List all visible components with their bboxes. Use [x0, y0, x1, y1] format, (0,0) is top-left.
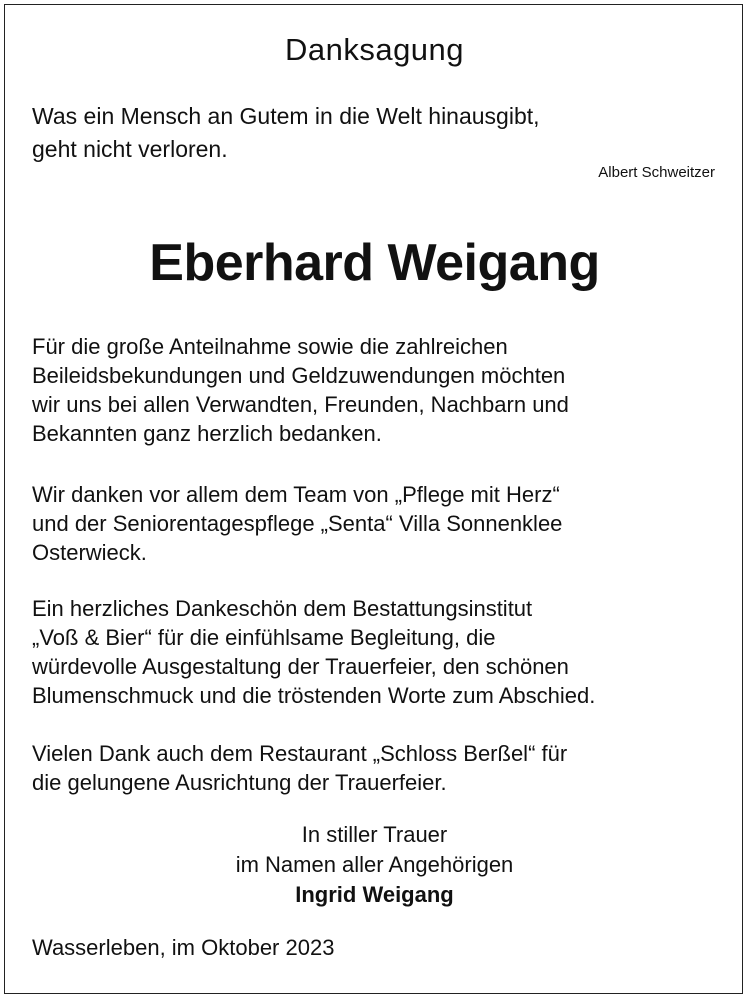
paragraph-line: Für die große Anteilnahme sowie die zahlreichen [32, 334, 508, 359]
paragraph-line: „Voß & Bier“ für die einfühlsame Begleitung, die [32, 625, 496, 650]
paragraph-line: wir uns bei allen Verwandten, Freunden, Nachbarn und [32, 392, 569, 417]
care-thanks-paragraph [32, 480, 722, 567]
place-date: Wasserleben, im Oktober 2023 [32, 935, 335, 960]
paragraph-line: Vielen Dank auch dem Restaurant „Schloss Berßel“ für [32, 741, 568, 766]
quote-line: Was ein Mensch an Gutem in die Welt hinausgibt, [32, 103, 540, 129]
paragraph-line: Beileidsbekundungen und Geldzuwendungen möchten [32, 363, 566, 388]
quote-author: Albert Schweitzer [598, 164, 715, 181]
epigraph-quote [32, 100, 722, 166]
closing-line: im Namen aller Angehörigen [235, 852, 514, 877]
signer-name: Ingrid Weigang [295, 882, 454, 907]
funeral-home-thanks-paragraph [32, 594, 722, 710]
paragraph-line: Osterwieck. [32, 540, 147, 565]
notice-heading: Danksagung [284, 32, 465, 67]
paragraph-line: Ein herzliches Dankeschön dem Bestattungsinstitut [32, 596, 533, 621]
thanks-paragraph [32, 332, 722, 448]
closing-line: In stiller Trauer [301, 822, 448, 847]
closing-block [0, 820, 749, 910]
deceased-name: Eberhard Weigang [149, 234, 600, 292]
paragraph-line: Bekannten ganz herzlich bedanken. [32, 421, 382, 446]
paragraph-line: würdevolle Ausgestaltung der Trauerfeier, den schönen [32, 654, 569, 679]
paragraph-line: Wir danken vor allem dem Team von „Pflege mit Herz“ [32, 482, 560, 507]
paragraph-line: die gelungene Ausrichtung der Trauerfeier. [32, 770, 447, 795]
paragraph-line: und der Seniorentagespflege „Senta“ Villa Sonnenklee [32, 511, 563, 536]
quote-line: geht nicht verloren. [32, 136, 228, 162]
paragraph-line: Blumenschmuck und die tröstenden Worte zum Abschied. [32, 683, 596, 708]
restaurant-thanks-paragraph [32, 739, 722, 797]
